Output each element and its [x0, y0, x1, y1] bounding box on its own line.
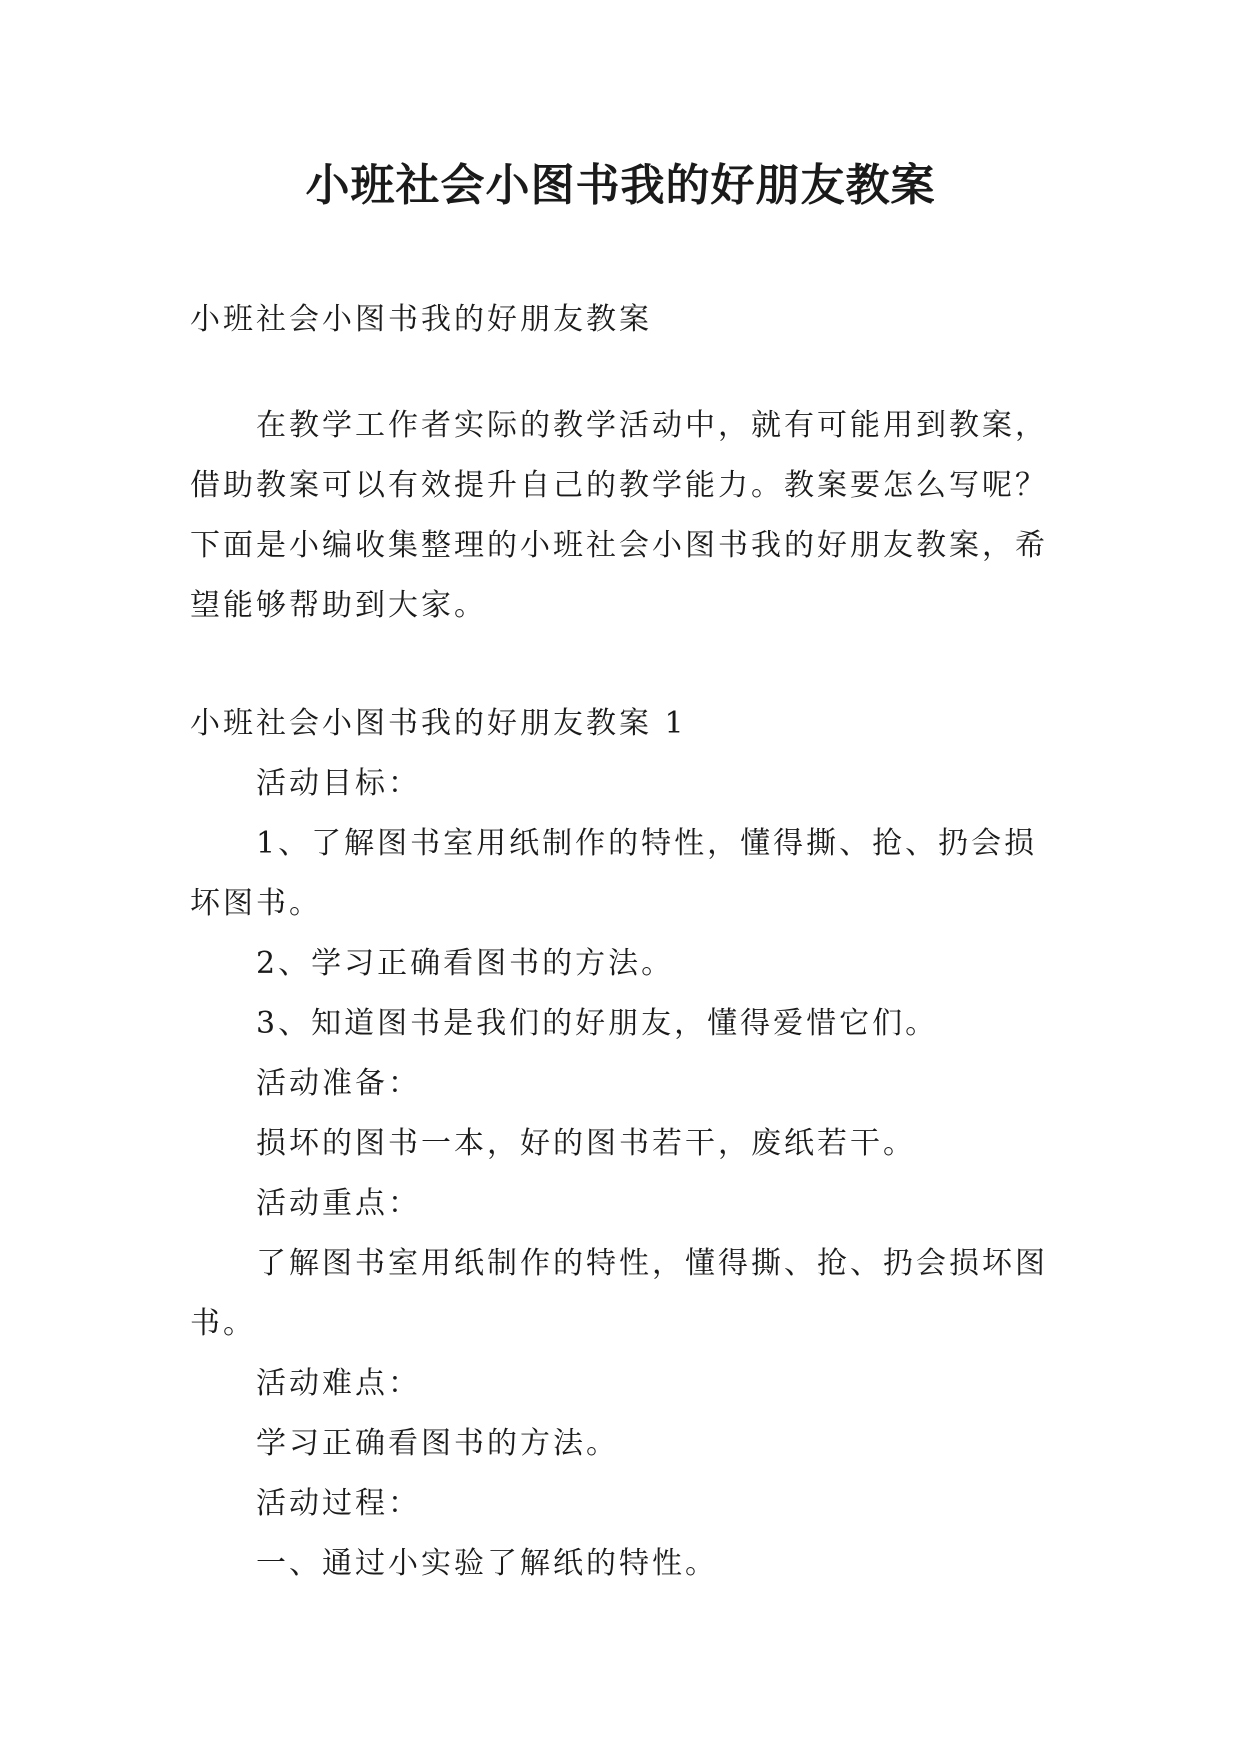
paragraph-goal-3: 3、知道图书是我们的好朋友，懂得爱惜它们。 — [256, 1006, 939, 1041]
paragraph-preparation-heading: 活动准备： — [256, 1066, 421, 1101]
paragraph-goal-1: 1、了解图书室用纸制作的特性，懂得撕、抢、扔会损坏图书。 — [190, 826, 1038, 921]
paragraph-key-point: 了解图书室用纸制作的特性，懂得撕、抢、扔会损坏图书。 — [190, 1246, 1048, 1341]
document-subtitle: 小班社会小图书我的好朋友教案 — [190, 302, 652, 337]
section-heading: 小班社会小图书我的好朋友教案 1 — [190, 706, 687, 741]
intro-paragraph: 在教学工作者实际的教学活动中，就有可能用到教案，借助教案可以有效提升自己的教学能力。教案要怎么写呢？下面是小编收集整理的小班社会小图书我的好朋友教案，希望能够帮助到大家。 — [190, 408, 1048, 623]
document-title: 小班社会小图书我的好朋友教案 — [305, 160, 936, 211]
paragraph-goal-2: 2、学习正确看图书的方法。 — [256, 946, 675, 981]
paragraph-preparation: 损坏的图书一本，好的图书若干，废纸若干。 — [256, 1126, 916, 1161]
paragraph-key-point-heading: 活动重点： — [256, 1186, 421, 1221]
document-body — [190, 290, 1055, 1594]
paragraph-process-heading: 活动过程： — [256, 1486, 421, 1521]
paragraph-activity-goals-heading: 活动目标： — [256, 766, 421, 801]
paragraph-difficulty-heading: 活动难点： — [256, 1366, 421, 1401]
paragraph-difficulty: 学习正确看图书的方法。 — [256, 1426, 619, 1461]
paragraph-process-step-1: 一、通过小实验了解纸的特性。 — [256, 1546, 718, 1581]
